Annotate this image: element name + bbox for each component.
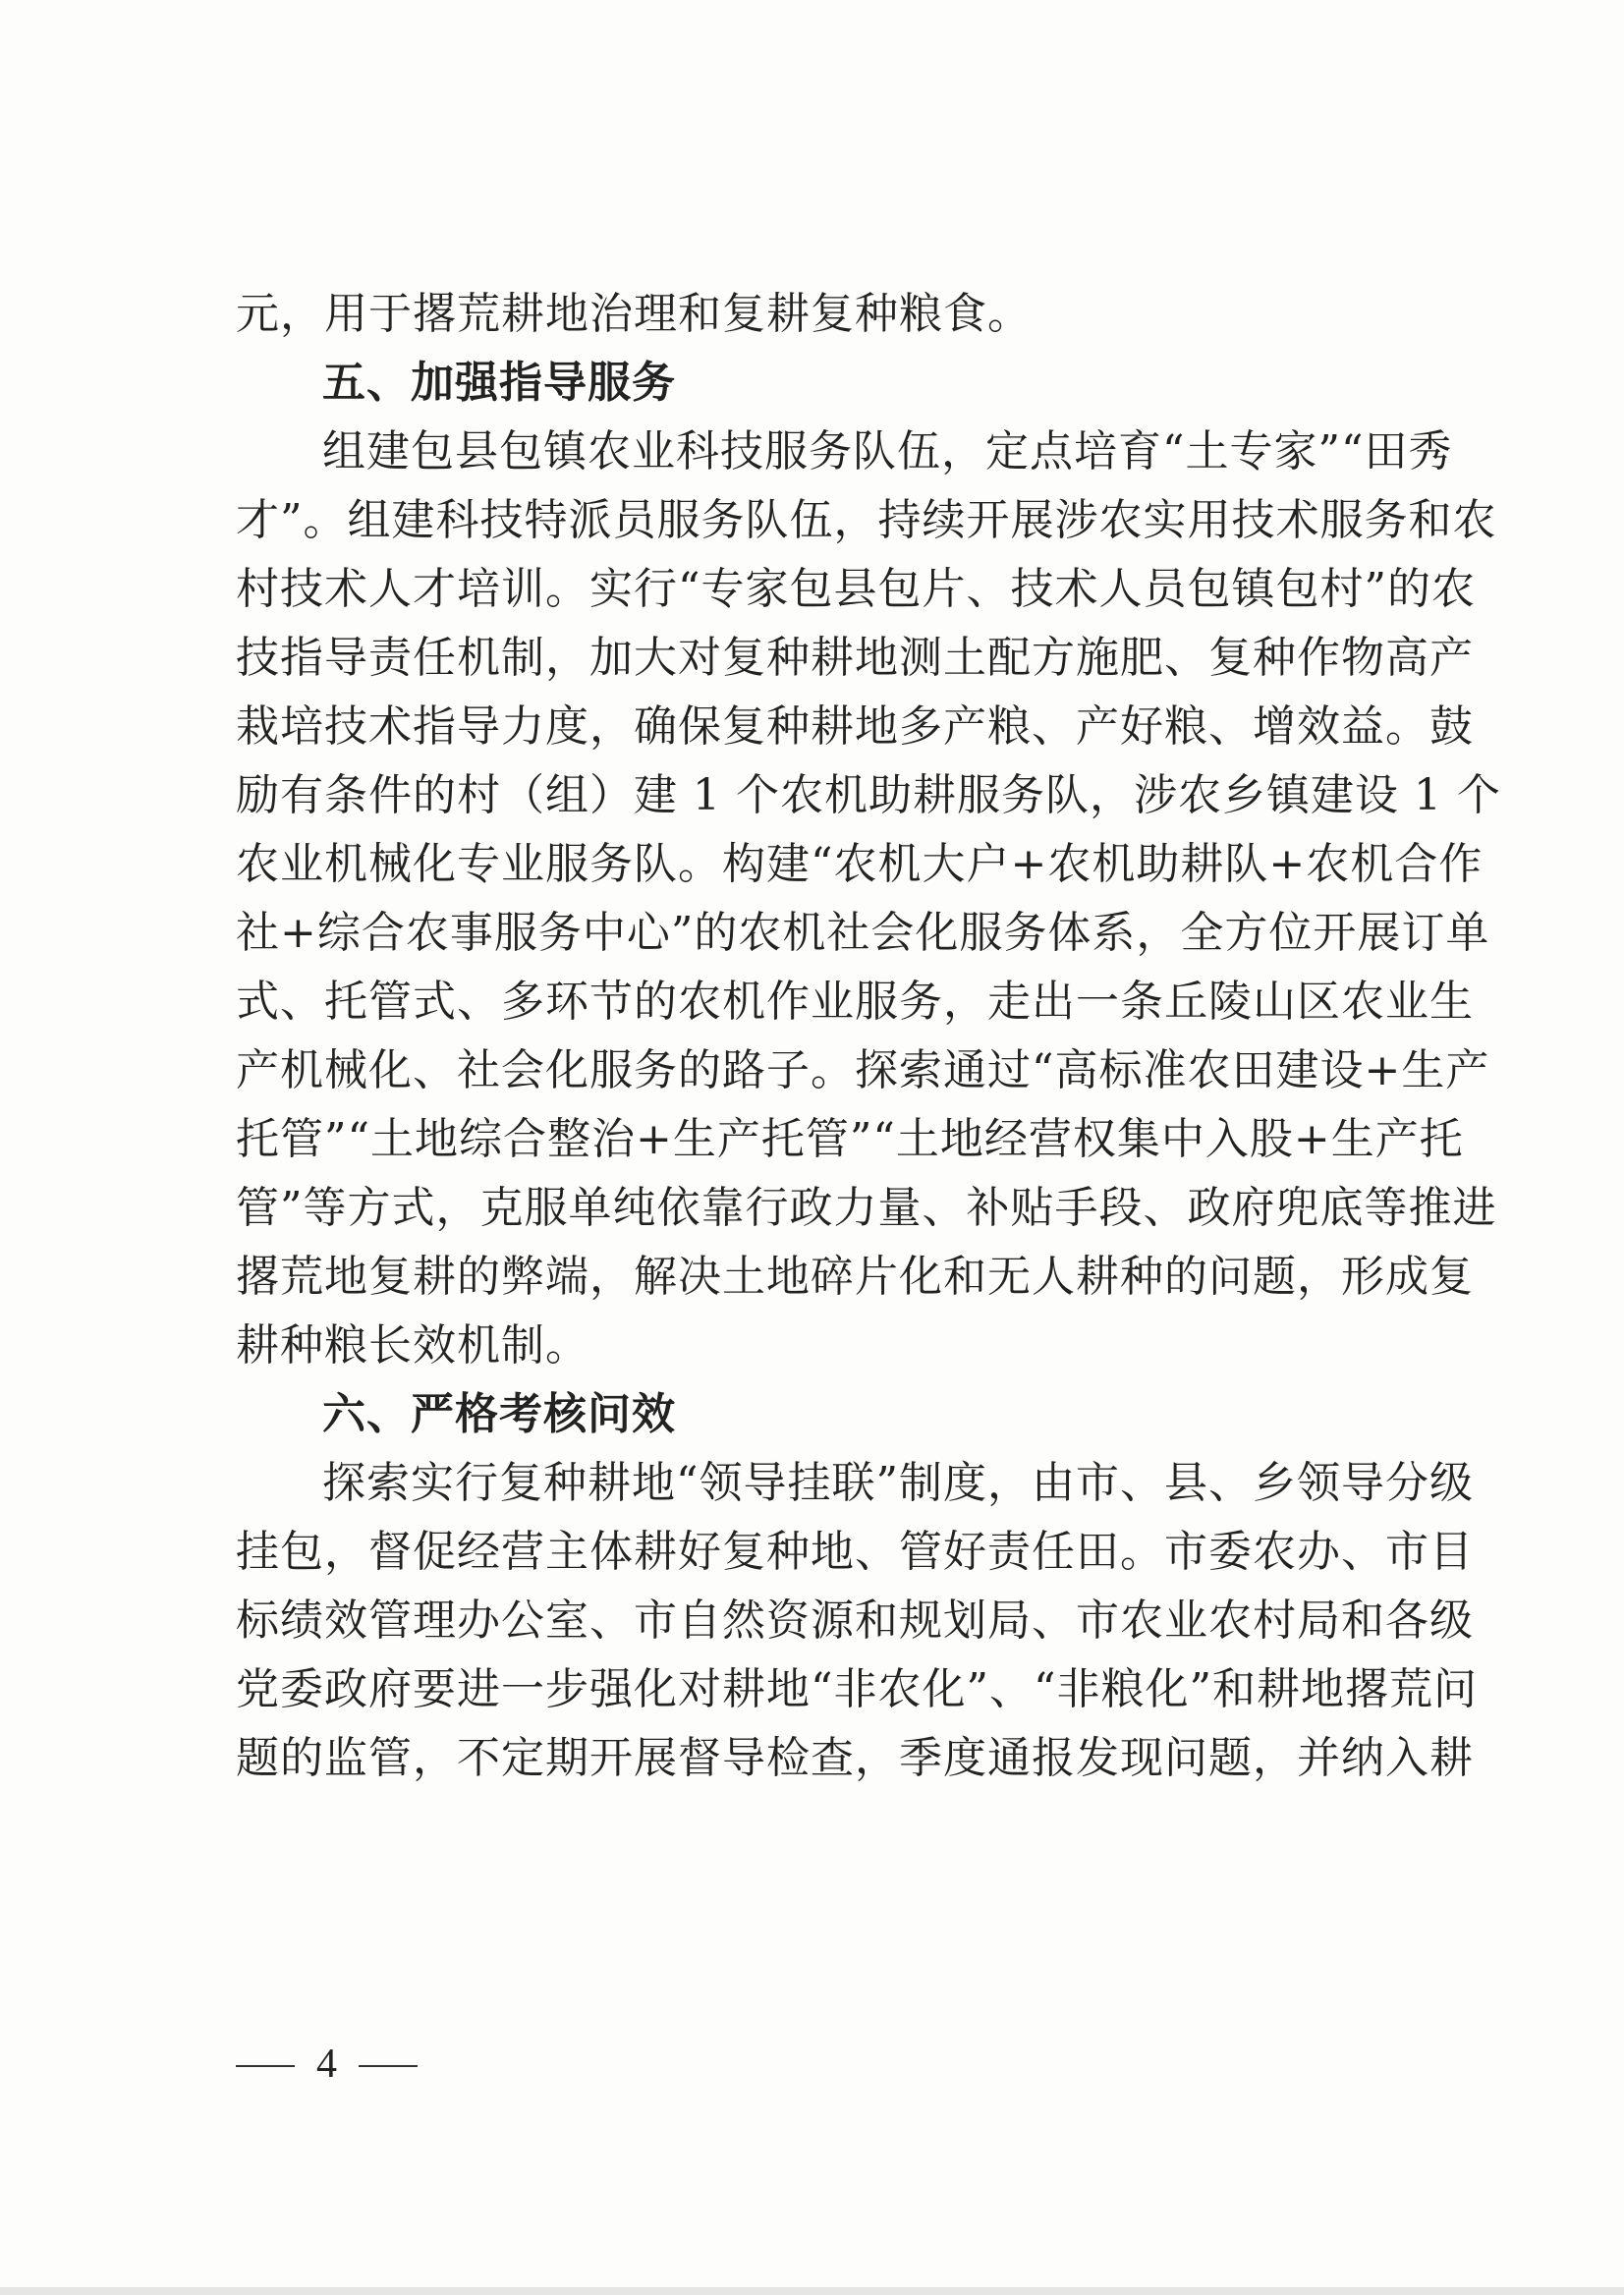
paragraph-line: 村技术人才培训。实行“专家包县包片、技术人员包镇包村”的农 <box>236 564 1476 614</box>
paragraph-line: 社+综合农事服务中心”的农机社会化服务体系，全方位开展订单 <box>236 908 1490 958</box>
scan-bottom-edge <box>0 2287 1624 2295</box>
paragraph-line: 产机械化、社会化服务的路子。探索通过“高标准农田建设+生产 <box>236 1045 1490 1095</box>
page-number-dash-right <box>359 2065 418 2067</box>
paragraph-line: 题的监管，不定期开展督导检查，季度通报发现问题，并纳入耕 <box>236 1733 1474 1783</box>
paragraph-line: 挂包，督促经营主体耕好复种地、管好责任田。市委农办、市目 <box>236 1527 1474 1577</box>
paragraph-line: 党委政府要进一步强化对耕地“非农化”、“非粮化”和耕地撂荒问 <box>236 1664 1478 1714</box>
page-number-value: 4 <box>316 2042 337 2087</box>
paragraph-line: 式、托管式、多环节的农机作业服务，走出一条丘陵山区农业生 <box>236 977 1474 1027</box>
paragraph-line: 托管”“土地综合整治+生产托管”“土地经营权集中入股+生产托 <box>236 1114 1464 1164</box>
paragraph-line: 探索实行复种耕地“领导挂联”制度，由市、县、乡领导分级 <box>322 1458 1474 1508</box>
paragraph-line: 栽培技术指导力度，确保复种耕地多产粮、产好粮、增效益。鼓 <box>236 701 1474 752</box>
paragraph-line: 元，用于撂荒耕地治理和复耕复种粮食。 <box>236 289 1032 339</box>
document-body <box>236 280 1501 1793</box>
paragraph-line: 励有条件的村（组）建 1 个农机助耕服务队，涉农乡镇建设 1 个 <box>236 770 1501 820</box>
paragraph-line: 管”等方式，克服单纯依靠行政力量、补贴手段、政府兜底等推进 <box>236 1183 1497 1233</box>
paragraph-line: 技指导责任机制，加大对复种耕地测土配方施肥、复种作物高产 <box>236 633 1474 683</box>
page-number <box>236 2034 418 2094</box>
section-heading-5: 五、加强指导服务 <box>322 358 676 408</box>
section-heading-6: 六、严格考核问效 <box>322 1389 676 1439</box>
page-number-dash-left <box>236 2065 295 2067</box>
paragraph-line: 组建包县包镇农业科技服务队伍，定点培育“土专家”“田秀 <box>322 426 1453 476</box>
paragraph-line: 农业机械化专业服务队。构建“农机大户+农机助耕队+农机合作 <box>236 839 1484 889</box>
paragraph-line: 标绩效管理办公室、市自然资源和规划局、市农业农村局和各级 <box>236 1595 1474 1646</box>
paragraph-line: 耕种粮长效机制。 <box>236 1320 589 1371</box>
paragraph-line: 才”。组建科技特派员服务队伍，持续开展涉农实用技术服务和农 <box>236 495 1497 545</box>
paragraph-line: 撂荒地复耕的弊端，解决土地碎片化和无人耕种的问题，形成复 <box>236 1252 1474 1302</box>
